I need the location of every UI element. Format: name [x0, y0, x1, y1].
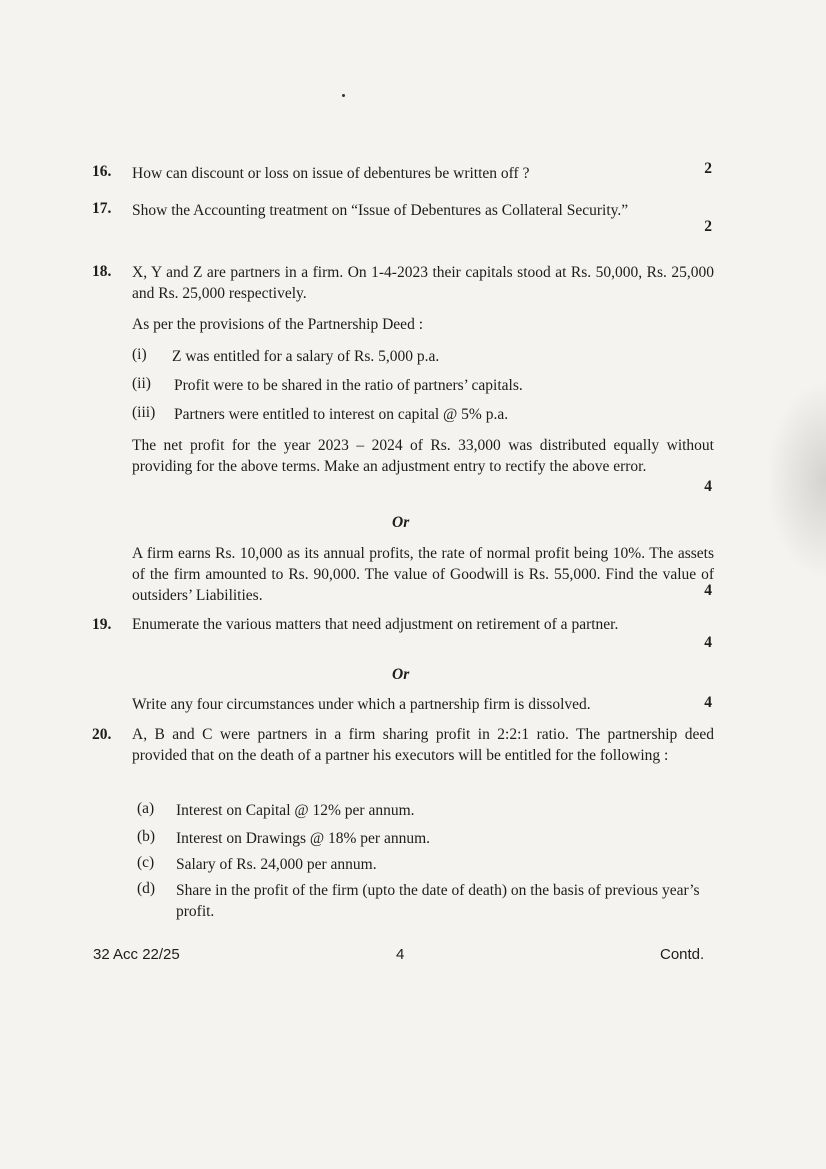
question-19-text: Enumerate the various matters that need adjustment on retirement of a partner. — [132, 616, 619, 633]
question-20-item-text: Salary of Rs. 24,000 per annum. — [176, 856, 377, 873]
question-17-text: Show the Accounting treatment on “Issue of Debentures as Collateral Security.” — [132, 202, 629, 219]
question-20-item-text: Share in the profit of the firm (upto the date of death) on the basis of previous year’s profit. — [176, 882, 700, 920]
question-18-item-text: Z was entitled for a salary of Rs. 5,000 p.a. — [172, 348, 440, 365]
question-19-alternative: Write any four circumstances under which a partnership firm is dissolved. — [132, 696, 591, 713]
speck — [342, 94, 345, 97]
question-20-item-label: (c) — [137, 854, 155, 871]
question-17-number: 17. — [92, 200, 112, 217]
question-16-text: How can discount or loss on issue of debentures be written off ? — [132, 165, 530, 182]
page-shadow — [766, 380, 826, 580]
question-20-item-label: (b) — [137, 828, 156, 845]
footer-contd: Contd. — [660, 946, 705, 963]
question-19-number: 19. — [92, 616, 112, 633]
question-16-number: 16. — [92, 163, 112, 180]
footer-paper-code: 32 Acc 22/25 — [93, 946, 180, 963]
question-20-item-label: (a) — [137, 800, 155, 817]
question-18-alternative: A firm earns Rs. 10,000 as its annual profits, the rate of normal profit being 10%. The assets of the firm amounted to Rs. 90,000. The value of Goodwill is Rs. 55,000. Find the value of outsiders’ Liabilities. — [132, 545, 714, 604]
question-16-marks: 2 — [704, 160, 712, 177]
question-19-alt-marks: 4 — [704, 694, 712, 711]
question-18-number: 18. — [92, 263, 112, 280]
question-18-item-label: (i) — [132, 346, 147, 363]
question-20-text: A, B and C were partners in a firm sharing profit in 2:2:1 ratio. The partnership deed provided that on the death of a partner his executors will be entitled for the following : — [132, 726, 714, 764]
question-18-or: Or — [392, 514, 410, 531]
question-19-marks: 4 — [704, 634, 712, 651]
question-20-item-text: Interest on Drawings @ 18% per annum. — [176, 830, 431, 847]
question-18-text-2: The net profit for the year 2023 – 2024 of Rs. 33,000 was distributed equally without providing for the above terms. Make an adjustment entry to rectify the above error. — [132, 437, 714, 475]
question-20-item-text: Interest on Capital @ 12% per annum. — [176, 802, 415, 819]
question-18-item-text: Partners were entitled to interest on capital @ 5% p.a. — [174, 406, 509, 423]
question-18-item-label: (iii) — [132, 404, 156, 421]
question-17-marks: 2 — [704, 218, 712, 235]
question-18-item-label: (ii) — [132, 375, 151, 392]
question-18-text: X, Y and Z are partners in a firm. On 1-4-2023 their capitals stood at Rs. 50,000, Rs. 25,000 and Rs. 25,000 respectively. — [132, 264, 714, 302]
question-18-intro: As per the provisions of the Partnership Deed : — [132, 316, 423, 333]
question-18-marks: 4 — [704, 478, 712, 495]
question-19-or: Or — [392, 666, 410, 683]
question-20-item-label: (d) — [137, 880, 156, 897]
footer-page-number: 4 — [396, 946, 405, 963]
question-20-number: 20. — [92, 726, 112, 743]
question-18-item-text: Profit were to be shared in the ratio of partners’ capitals. — [174, 377, 523, 394]
question-18-alt-marks: 4 — [704, 582, 712, 599]
